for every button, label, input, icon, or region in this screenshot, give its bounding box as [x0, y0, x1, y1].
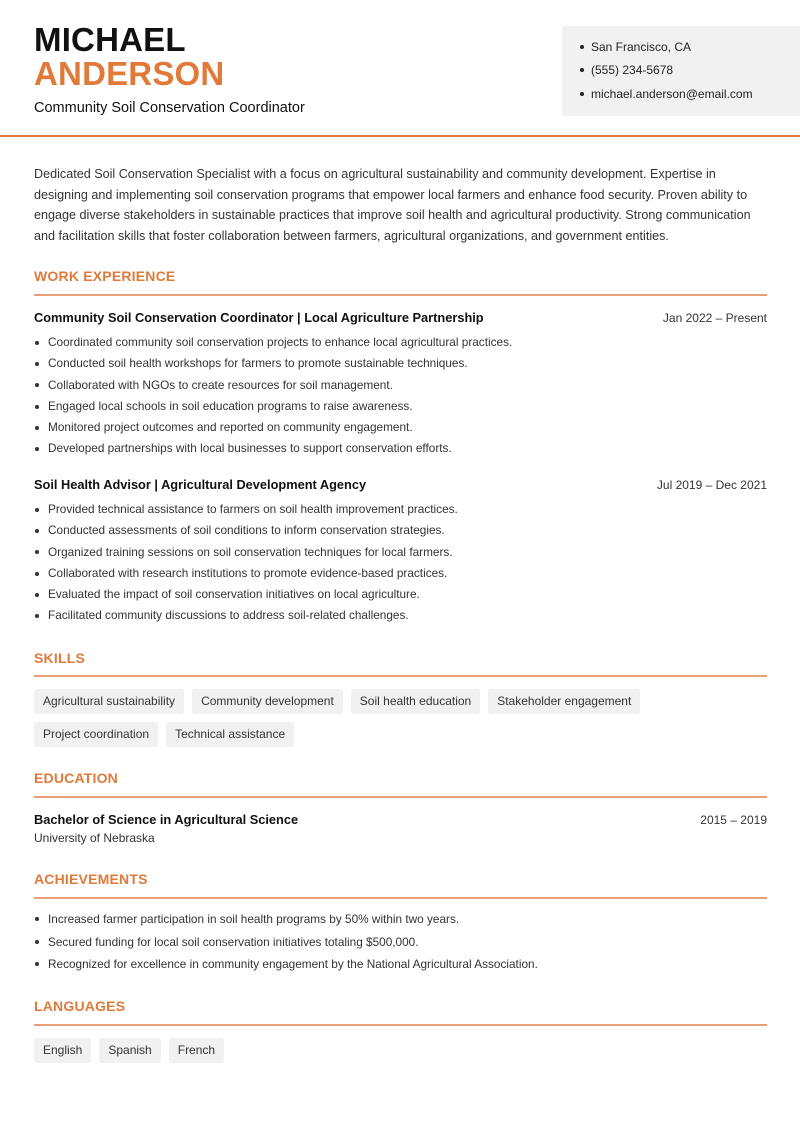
- bullet-icon: [35, 962, 39, 966]
- bullet-text: Monitored project outcomes and reported on community engagement.: [48, 420, 413, 435]
- job-dates: Jan 2022 – Present: [662, 311, 767, 325]
- languages-list: [34, 1038, 767, 1063]
- job-title: Community Soil Conservation Coordinator: [34, 100, 305, 116]
- list-item: [34, 931, 767, 954]
- job-dates: Jul 2019 – Dec 2021: [656, 478, 767, 492]
- bullet-text: Facilitated community discussions to address soil-related challenges.: [48, 608, 409, 623]
- bullet-icon: [35, 341, 39, 345]
- list-item: [34, 417, 767, 438]
- bullet-icon: [35, 572, 39, 576]
- job-header-2: [34, 477, 767, 492]
- list-item: [34, 542, 767, 563]
- section-divider: [34, 294, 767, 296]
- section-title-achievements: ACHIEVEMENTS: [34, 871, 148, 887]
- location-text: San Francisco, CA: [591, 40, 692, 54]
- professional-summary: Dedicated Soil Conservation Specialist with a focus on agricultural sustainability and community development. Expertise in designing and implementing soil conservation programs that empower local farmers and enhance food security. Proven ability to engage diverse stakeholders in sustainable practices that improve soil health and agricultural productivity. Strong communication and facilitation skills that foster collaboration between farmers, agricultural organizations, and government entities.: [34, 167, 751, 243]
- skill-chip: Soil health education: [351, 689, 480, 714]
- bullet-icon: [35, 383, 39, 387]
- bullet-text: Conducted assessments of soil conditions to inform conservation strategies.: [48, 523, 445, 538]
- resume-header: [0, 0, 800, 137]
- bullet-text: Collaborated with research institutions to promote evidence-based practices.: [48, 565, 448, 580]
- phone-text: (555) 234-5678: [591, 63, 674, 77]
- degree: Bachelor of Science in Agricultural Science: [34, 812, 299, 827]
- bullet-icon: [580, 45, 584, 49]
- job-header-1: [34, 310, 767, 325]
- section-divider: [34, 796, 767, 798]
- list-item: [34, 908, 767, 931]
- contact-phone: [580, 63, 673, 77]
- bullet-text: Collaborated with NGOs to create resources for soil management.: [48, 377, 393, 392]
- bullet-icon: [35, 405, 39, 409]
- bullet-text: Engaged local schools in soil education programs to raise awareness.: [48, 398, 413, 413]
- first-name: MICHAEL: [34, 21, 186, 58]
- section-divider: [34, 897, 767, 899]
- job-role: Soil Health Advisor | Agricultural Development Agency: [34, 477, 367, 492]
- bullet-icon: [35, 529, 39, 533]
- job-bullets-2: [34, 499, 767, 627]
- bullet-text: Organized training sessions on soil conservation techniques for local farmers.: [48, 544, 453, 559]
- list-item: [34, 584, 767, 605]
- bullet-text: Evaluated the impact of soil conservation initiatives on local agriculture.: [48, 587, 420, 602]
- section-title-skills: SKILLS: [34, 650, 85, 666]
- job-role: Community Soil Conservation Coordinator | Local Agriculture Partnership: [34, 310, 484, 325]
- bullet-icon: [35, 508, 39, 512]
- language-chip: Spanish: [99, 1038, 160, 1063]
- bullet-icon: [35, 614, 39, 618]
- education-header: [34, 812, 767, 827]
- contact-box: [562, 26, 800, 116]
- section-divider: [34, 1024, 767, 1026]
- education-dates: 2015 – 2019: [700, 813, 767, 827]
- bullet-icon: [580, 92, 584, 96]
- list-item: [34, 396, 767, 417]
- bullet-text: Developed partnerships with local businesses to support conservation efforts.: [48, 441, 452, 456]
- language-chip: French: [169, 1038, 224, 1063]
- list-item: [34, 953, 767, 976]
- bullet-text: Provided technical assistance to farmers on soil health improvement practices.: [48, 502, 458, 516]
- list-item: [34, 605, 767, 626]
- email-text[interactable]: michael.anderson@email.com: [591, 87, 753, 101]
- list-item: [34, 499, 767, 520]
- skill-chip: Stakeholder engagement: [488, 689, 640, 714]
- bullet-text: Coordinated community soil conservation projects to enhance local agricultural practices.: [48, 335, 513, 349]
- section-divider: [34, 675, 767, 677]
- bullet-icon: [35, 426, 39, 430]
- last-name: ANDERSON: [34, 55, 225, 92]
- achievements-list: [34, 908, 767, 976]
- list-item: [34, 438, 767, 459]
- bullet-icon: [35, 593, 39, 597]
- skills-list: [34, 689, 767, 747]
- bullet-icon: [35, 362, 39, 366]
- bullet-text: Secured funding for local soil conservation initiatives totaling $500,000.: [48, 934, 419, 949]
- list-item: [34, 353, 767, 374]
- bullet-text: Conducted soil health workshops for farmers to promote sustainable techniques.: [48, 356, 468, 371]
- bullet-text: Recognized for excellence in community engagement by the National Agricultural Association.: [48, 957, 538, 971]
- skill-chip: Project coordination: [34, 722, 158, 747]
- bullet-icon: [35, 447, 39, 451]
- skill-chip: Community development: [192, 689, 343, 714]
- bullet-icon: [35, 917, 39, 921]
- section-title-work: WORK EXPERIENCE: [34, 268, 176, 284]
- skill-chip: Technical assistance: [166, 722, 294, 747]
- section-title-education: EDUCATION: [34, 770, 118, 786]
- bullet-text: Increased farmer participation in soil health programs by 50% within two years.: [48, 912, 460, 926]
- school-name: University of Nebraska: [34, 831, 155, 845]
- language-chip: English: [34, 1038, 91, 1063]
- list-item: [34, 520, 767, 541]
- job-bullets-1: [34, 332, 767, 460]
- list-item: [34, 563, 767, 584]
- contact-location: [580, 40, 691, 54]
- contact-email[interactable]: [580, 87, 753, 101]
- list-item: [34, 332, 767, 353]
- skill-chip: Agricultural sustainability: [34, 689, 184, 714]
- bullet-icon: [35, 940, 39, 944]
- list-item: [34, 375, 767, 396]
- section-title-languages: LANGUAGES: [34, 998, 126, 1014]
- bullet-icon: [580, 68, 584, 72]
- bullet-icon: [35, 550, 39, 554]
